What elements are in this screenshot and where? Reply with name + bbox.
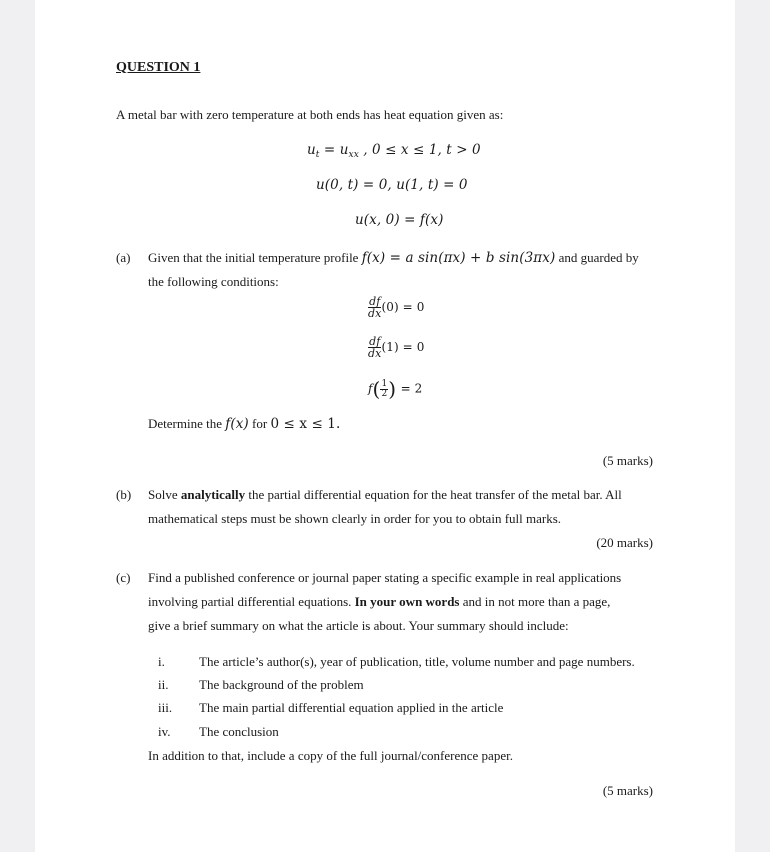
part-c-addition: In addition to that, include a copy of the full journal/conference paper. bbox=[148, 748, 513, 763]
intro-text: A metal bar with zero temperature at both ends has heat equation given as: bbox=[116, 107, 504, 122]
document-page bbox=[35, 0, 735, 852]
part-a-line1: Given that the initial temperature profile f(x) = a sin(πx) + b sin(3πx) and guarded by bbox=[148, 250, 639, 266]
part-b-line1: Solve analytically the partial differential equation for the heat transfer of the metal bar. All bbox=[148, 487, 622, 502]
part-a-marks: (5 marks) bbox=[602, 453, 653, 468]
part-a-label: (a) bbox=[116, 250, 131, 265]
condition-f-half: f( $\frac{1}{2}) = 2$ bbox=[368, 377, 423, 401]
list-item: The main partial differential equation applied in the article bbox=[199, 700, 504, 715]
part-b-marks: (20 marks) bbox=[596, 535, 653, 550]
part-c-line3: give a brief summary on what the article is about. Your summary should include: bbox=[148, 618, 569, 633]
list-item: The background of the problem bbox=[199, 677, 364, 692]
part-c-label: (c) bbox=[116, 570, 131, 585]
list-item: The article’s author(s), year of publication, title, volume number and page numbers. bbox=[199, 654, 635, 669]
part-c-marks: (5 marks) bbox=[602, 783, 653, 798]
boundary-conditions: u(0, t) = 0, u(1, t) = 0 bbox=[316, 177, 468, 193]
list-item-number: iv. bbox=[158, 724, 171, 739]
initial-condition: u(x, 0) = f(x) bbox=[355, 212, 444, 228]
pde-equation: $u_t = u_{xx}$ , 0 ≤ x ≤ 1, t > 0 bbox=[307, 142, 481, 160]
list-item-number: ii. bbox=[158, 677, 169, 692]
part-b-label: (b) bbox=[116, 487, 132, 502]
condition-df0: $\frac{df}{dx}$ (0) = 0 bbox=[368, 295, 425, 320]
condition-df1: $\frac{df}{dx}$ (1) = 0 bbox=[368, 335, 425, 360]
list-item-number: iii. bbox=[158, 700, 173, 715]
question-title: QUESTION 1 bbox=[116, 60, 201, 75]
list-item: The conclusion bbox=[199, 724, 279, 739]
part-b-line2: mathematical steps must be shown clearly in order for you to obtain full marks. bbox=[148, 511, 562, 526]
part-a-line2: the following conditions: bbox=[148, 274, 279, 289]
part-c-line2: involving partial differential equations. In your own words and in not more than a page, bbox=[148, 594, 611, 609]
part-a-determine: Determine the f(x) for 0 ≤ x ≤ 1. bbox=[148, 416, 341, 432]
part-c-line1: Find a published conference or journal paper stating a specific example in real applications bbox=[148, 570, 622, 585]
list-item-number: i. bbox=[158, 654, 165, 669]
